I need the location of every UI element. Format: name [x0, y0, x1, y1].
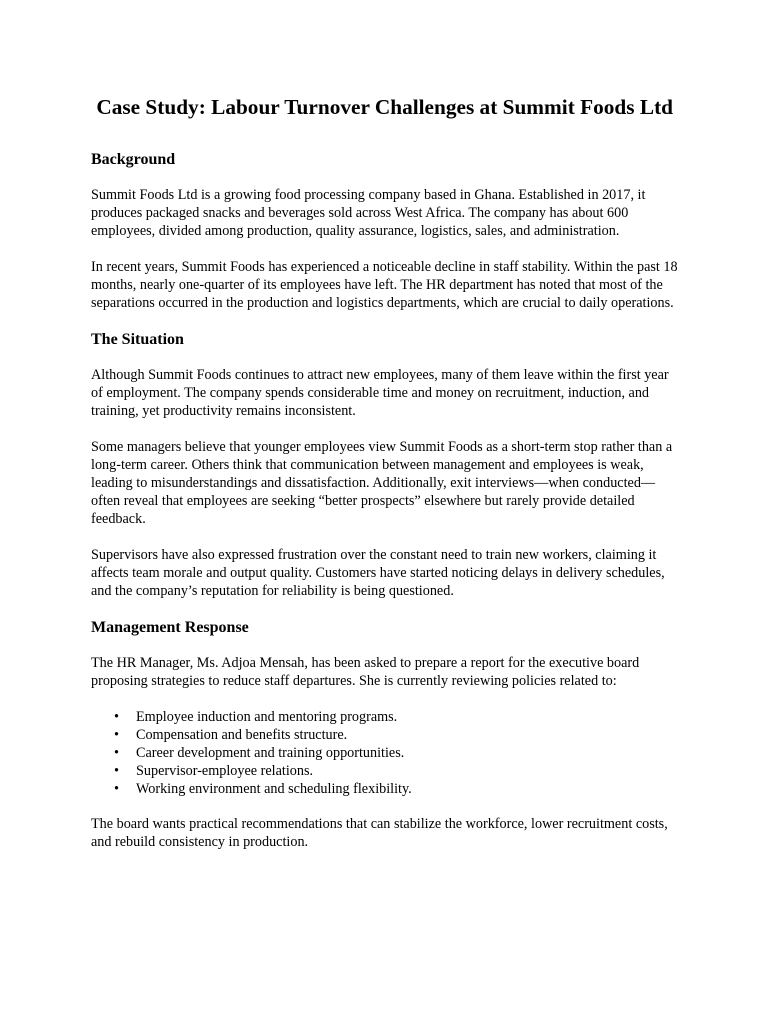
heading-background: Background: [91, 151, 176, 168]
list-item: [91, 762, 683, 780]
list-item-text: Employee induction and mentoring programs.: [136, 709, 398, 725]
situation-paragraph-2: Some managers believe that younger employees view Summit Foods as a short-term stop rather than a long-term career. Others think that communication between management and employees is weak, leading to misunderstandings and dissatisfaction. Additionally, exit interviews—when conducted—often reveal that employees are seeking “better prospects” elsewhere but rarely provide detailed feedback.: [91, 439, 673, 527]
list-item: [91, 726, 683, 744]
bullet-icon: •: [114, 745, 119, 761]
background-paragraph-2: In recent years, Summit Foods has experienced a noticeable decline in staff stability. Within the past 18 months, nearly one-quarter of its employees have left. The HR department has noted that most of the separations occurred in the production and logistics departments, which are crucial to daily operations.: [91, 259, 678, 311]
bullet-icon: •: [114, 709, 119, 725]
list-item-text: Supervisor-employee relations.: [136, 763, 314, 779]
bullet-icon: •: [114, 763, 119, 779]
list-item: [91, 780, 683, 798]
list-item-text: Compensation and benefits structure.: [136, 727, 348, 743]
list-item: [91, 744, 683, 762]
heading-management-response: Management Response: [91, 619, 249, 636]
document-page: [91, 94, 683, 851]
policy-bullet-list: [91, 708, 683, 798]
heading-situation: The Situation: [91, 331, 184, 348]
situation-paragraph-3: Supervisors have also expressed frustration over the constant need to train new workers, claiming it affects team morale and output quality. Customers have started noticing delays in delivery schedules, and the company’s reputation for reliability is being questioned.: [91, 547, 665, 599]
list-item-text: Career development and training opportunities.: [136, 745, 405, 761]
bullet-icon: •: [114, 727, 119, 743]
document-title: Case Study: Labour Turnover Challenges at Summit Foods Ltd: [91, 95, 674, 119]
list-item-text: Working environment and scheduling flexibility.: [136, 781, 412, 797]
bullet-icon: •: [114, 781, 119, 797]
list-item: [91, 708, 683, 726]
background-paragraph-1: Summit Foods Ltd is a growing food processing company based in Ghana. Established in 2017, it produces packaged snacks and beverages sold across West Africa. The company has about 600 employees, divided among production, quality assurance, logistics, sales, and administration.: [91, 187, 646, 239]
management-closing-paragraph: The board wants practical recommendations that can stabilize the workforce, lower recruitment costs, and rebuild consistency in production.: [91, 816, 668, 850]
situation-paragraph-1: Although Summit Foods continues to attract new employees, many of them leave within the first year of employment. The company spends considerable time and money on recruitment, induction, and training, yet productivity remains inconsistent.: [91, 367, 669, 419]
management-intro-paragraph: The HR Manager, Ms. Adjoa Mensah, has been asked to prepare a report for the executive board proposing strategies to reduce staff departures. She is currently reviewing policies related to:: [91, 655, 640, 689]
